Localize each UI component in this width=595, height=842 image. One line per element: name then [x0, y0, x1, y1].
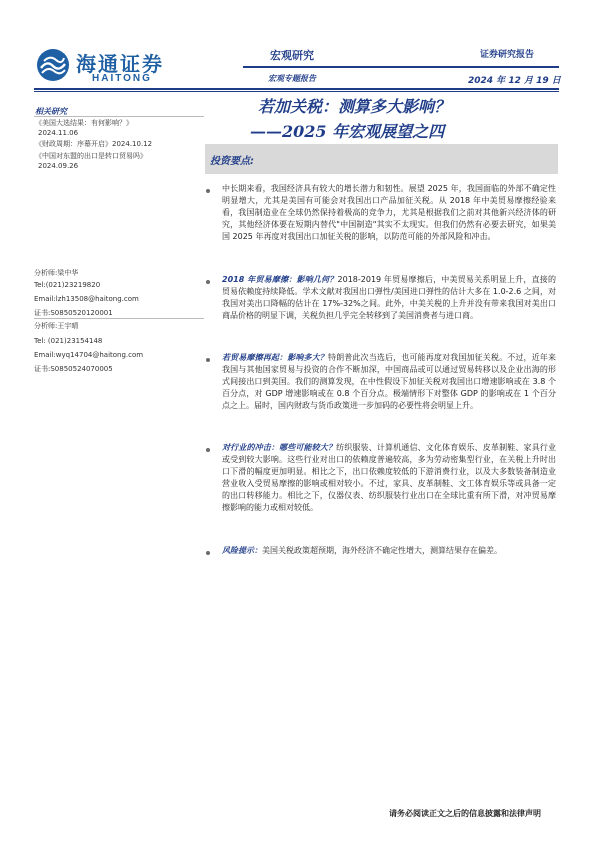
- key-point-4: [222, 442, 556, 514]
- analyst-2-email[interactable]: Email:wyq14704@haitong.com: [34, 351, 144, 359]
- key-point-4-lead: 对行业的冲击：哪些可能较大？: [222, 443, 337, 452]
- report-subcategory: 宏观专题报告: [268, 74, 316, 83]
- report-date: 2024 年 12 月 19 日: [468, 76, 561, 86]
- analyst-1-name: 分析师:梁中华: [34, 269, 79, 277]
- sidebar-divider: [34, 116, 204, 117]
- bullet-icon: [205, 549, 213, 557]
- footer-disclaimer: 请务必阅读正文之后的信息披露和法律声明: [389, 809, 541, 818]
- analyst-divider: [34, 318, 204, 319]
- related-research-title: 相关研究: [35, 107, 67, 116]
- key-points-heading: 投资要点:: [210, 156, 254, 167]
- key-point-2-lead: 2018 年贸易摩擦：影响几何？: [222, 275, 338, 284]
- bullet-icon: [205, 187, 213, 195]
- key-point-3-lead: 若贸易摩擦再起：影响多大？: [222, 353, 328, 362]
- key-point-5: [222, 545, 556, 557]
- report-title-line-1: 若加关税：测算多大影响？: [258, 97, 451, 116]
- related-item-1-title[interactable]: 《美国大选结果：有何影响？》: [35, 119, 133, 127]
- key-point-2: [222, 274, 556, 322]
- analyst-2-cert: 证书:S0850524070005: [34, 365, 113, 373]
- report-category: 宏观研究: [270, 49, 314, 62]
- key-point-2-body: 2018-2019 年贸易摩擦后，中美贸易关系明显上升，直接的贸易依赖度持续降低。学术文献对我国出口弹性/美国进口弹性的估计大多在 1.0-2.6 之间，对我国对美出口降幅的估计在 17%-32%之间。此外，中美关税的上升并没有带来我国对美出口商品价格的明显下调，关税负担几乎完全转移到了美国消费者与进口商。: [222, 275, 556, 320]
- key-point-3-body: 特朗普此次当选后，也可能再度对我国加征关税。不过，近年来我国与其他国家贸易与投资的合作不断加深，中国商品或可以通过贸易转移以及企业出海的形式间接出口到美国。我们的测算发现，在中性假设下加征关税对我国出口增速影响或在 3.8 个百分点，对 GDP 增速影响或在 0.8 个百分点。极端情形下对整体 GDP 的影响或在 1 个百分点之上。届时，国内财政与货币政策进一步加码的必要性将会明显上升。: [222, 353, 557, 410]
- key-point-5-lead: 风险提示：: [222, 546, 262, 555]
- haitong-logo-icon: [36, 48, 70, 82]
- bullet-icon: [205, 356, 213, 364]
- key-point-5-body: 美国关税政策超预期，海外经济不确定性增大，测算结果存在偏差。: [262, 546, 502, 555]
- key-point-3: [222, 352, 556, 412]
- bullet-icon: [205, 446, 213, 454]
- related-item-3-date: 2024.09.26: [38, 162, 79, 170]
- header-rule-top: [243, 66, 559, 68]
- key-points-banner: [205, 144, 558, 174]
- analyst-2-tel: Tel: (021)23154148: [34, 337, 103, 345]
- logo-chinese-text: 海通证券: [76, 52, 164, 76]
- related-item-2-title[interactable]: 《财政周期：序幕开启》2024.10.12: [35, 140, 153, 148]
- key-point-1: [222, 183, 556, 243]
- analyst-2-name: 分析师:王宇晴: [34, 322, 79, 330]
- key-point-1-body: 中长期来看，我国经济具有较大的增长潜力和韧性。展望 2025 年，我国面临的外部不确定性明显增大，尤其是美国有可能会对我国出口产品加征关税。从 2018 年中美贸易摩擦经验来看，我国制造业在全球仍然保持着极高的竞争力，尤其是根据我们之前对其他新兴经济体的研究，其他经济体要在短期内替代"中国制造"其实不太现实。但我们仍然有必要去研究，如果美国 2025 年再度对我国出口加征关税的影响，以防范可能的外部风险和冲击。: [222, 184, 556, 241]
- header-rule-bottom-thin: [34, 91, 559, 92]
- related-item-1-date: 2024.11.06: [38, 129, 79, 137]
- report-title-line-2: ——2025 年宏观展望之四: [250, 122, 445, 141]
- bullet-icon: [205, 278, 213, 286]
- analyst-1-email[interactable]: Email:lzh13508@haitong.com: [34, 295, 139, 303]
- analyst-1-tel: Tel:(021)23219820: [34, 281, 101, 289]
- logo-english-text: HAITONG: [92, 73, 152, 84]
- report-type: 证券研究报告: [480, 50, 535, 60]
- analyst-1-cert: 证书:S0850520120001: [34, 309, 113, 317]
- header-rule-bottom: [34, 88, 559, 90]
- key-point-4-body: 纺织服装、计算机通信、文化体育娱乐、皮革制鞋、家具行业或受到较大影响。这些行业对出口的依赖度普遍较高，多为劳动密集型行业，在关税上升时出口下滑的幅度更加明显。相比之下，出口依赖度较低的下游消费行业，以及大多数装备制造业营业收入受贸易摩擦的影响或相对较小。不过，家具、皮革制鞋、文工体育娱乐等或具备一定的出口转移能力。相比之下，仪器仪表、纺织服装行业出口在全球比重有所下滑，对冲贸易摩擦影响的能力或相对较低。: [222, 443, 557, 512]
- related-item-3-title[interactable]: 《中国对东盟的出口是转口贸易吗》: [35, 152, 147, 160]
